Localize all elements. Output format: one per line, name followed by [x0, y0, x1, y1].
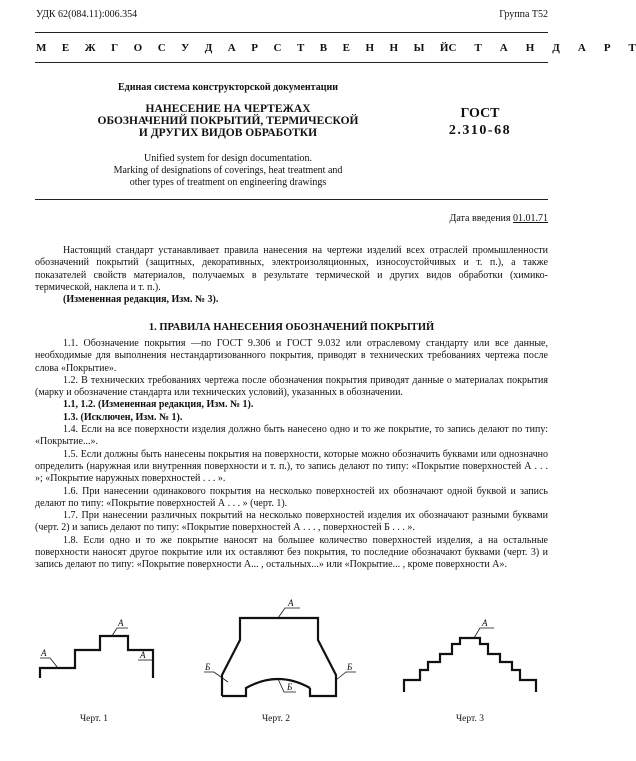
intro-paragraph: Настоящий стандарт устанавливает правила нанесения на чертежи изделий всех отраслей промышленности обозначений покрытий (защитных, декоративных, электроизоляционных, износоустойчивых и т. п.), а также показателей свойств материалов, получаемых в результате термической и других видов обработки (химико-термической, наклепа и т. п.). [35, 245, 548, 293]
drawing-1-leader-left [40, 658, 58, 668]
paragraph-1-6: 1.6. При нанесении одинакового покрытия на несколько поверхностей их обозначают одной буквой и запись делают по типу: «Покрытие поверхностей А . . . » (черт. 1). [35, 485, 548, 509]
banner-letter: У [181, 42, 190, 54]
drawing-3-label: А [482, 618, 488, 628]
banner-letter: А [499, 42, 508, 54]
banner-letter: Т [628, 42, 636, 54]
banner-letter: Н [389, 42, 399, 54]
figure-3-caption: Черт. 3 [456, 714, 484, 724]
title-rule [35, 199, 548, 200]
drawing-2-profile [222, 618, 336, 696]
intro-edition-note: (Измененная редакция, Изм. № 3). [63, 294, 219, 306]
paragraph-edition-note: 1.1, 1.2. (Измененная редакция, Изм. № 1). [63, 399, 254, 411]
drawing-1-label-left: А [41, 648, 47, 658]
english-title-line-3: other types of treatment on engineering drawings [129, 177, 327, 188]
banner-letter: Т [474, 42, 482, 54]
english-title-line-1: Unified system for design documentation. [143, 153, 313, 164]
banner-letter: Т [296, 42, 305, 54]
banner-letter: Р [603, 42, 611, 54]
drawing-2-leader-right [336, 672, 356, 680]
banner-letter: С [157, 42, 166, 54]
document-title [78, 103, 378, 139]
section-1-body [35, 338, 548, 572]
banner-letter: О [133, 42, 143, 54]
banner-right-word [448, 42, 635, 54]
drawing-2-arc [222, 679, 310, 696]
english-title [78, 153, 378, 189]
paragraph-1-1: 1.1. Обозначение покрытия —по ГОСТ 9.306 и ГОСТ 9.032 или отраслевому стандарту или все данные, необходимые для выполнения нестандартизованного покрытия, приводят в технических требованиях чертежа после слова «Покрытие». [35, 338, 548, 374]
drawing-2-label-b-right: Б [347, 662, 353, 672]
intro-date-label: Дата введения [449, 213, 511, 224]
paragraph-1-4: 1.4. Если на все поверхности изделия должно быть нанесено одно и то же покрытие, то запись делают по типу: «Покрытие...». [35, 424, 548, 448]
drawing-1-leader-mid [112, 628, 128, 636]
drawing-1-profile [40, 636, 153, 678]
figure-2-caption: Черт. 2 [262, 714, 290, 724]
intro-section [35, 245, 548, 306]
figure-1-caption: Черт. 1 [80, 714, 108, 724]
banner-rule [35, 62, 548, 63]
banner-letter: Н [365, 42, 375, 54]
banner-letter: Й [439, 42, 449, 54]
drawing-2-leader-left [204, 672, 228, 682]
banner-letter: М [36, 42, 47, 54]
udk-code: УДК 62(084.11):006.354 [36, 9, 138, 20]
banner-letter: Д [552, 42, 560, 54]
banner-letter: С [448, 42, 457, 54]
banner-letter: В [319, 42, 328, 54]
banner-letter: А [227, 42, 236, 54]
paragraph-1-2: 1.2. В технических требованиях чертежа после обозначения покрытия приводят данные о материалах покрытия (марку и обозначение стандарта или технических условий), указанных в обозначении. [35, 374, 548, 399]
drawing-2-label-b-bottom: Б [287, 682, 293, 692]
standard-banner [36, 42, 636, 54]
paragraph-1-3: 1.3. (Исключен, Изм. № 1). [63, 411, 183, 423]
paragraph-1-7: 1.7. При нанесении различных покрытий на несколько поверхностей изделия их обозначают разными буквами (черт. 2) и запись делают по типу: «Покрытие поверхностей А . . . , поверхностей Б . . . ». [35, 510, 548, 534]
drawing-1-label-right: А [140, 650, 146, 660]
banner-letter: Г [111, 42, 119, 54]
drawing-2-leader-top [278, 608, 300, 618]
system-name: Единая система конструкторской документации [118, 82, 338, 93]
title-line-3: И ДРУГИХ ВИДОВ ОБРАБОТКИ [138, 127, 318, 139]
banner-letter: С [273, 42, 282, 54]
drawing-1-label-top: А [118, 618, 124, 628]
section-1-title: 1. ПРАВИЛА НАНЕСЕНИЯ ОБОЗНАЧЕНИЙ ПОКРЫТИЙ [148, 322, 435, 333]
banner-letter: Р [251, 42, 258, 54]
drawing-2-label-b-left: Б [205, 662, 211, 672]
gost-number-block [430, 105, 530, 139]
banner-letter: А [577, 42, 586, 54]
intro-date [450, 213, 548, 224]
banner-letter: Н [525, 42, 535, 54]
banner-letter: Е [61, 42, 70, 54]
gost-label: ГОСТ [460, 106, 500, 121]
banner-letter: Е [342, 42, 350, 54]
title-line-2: ОБОЗНАЧЕНИЙ ПОКРЫТИЙ, ТЕРМИЧЕСКОЙ [97, 115, 359, 127]
group-code: Группа Т52 [499, 9, 548, 20]
intro-date-value: 01.01.71 [513, 213, 548, 224]
paragraph-1-8: 1.8. Если одно и то же покрытие наносят на большее количество поверхностей изделия, а на остальные поверхности наносят другое покрытие или их оставляют без покрытия, то последние обозначают буквами (черт. 3) и запись делают по типу: «Покрытие поверхности А... , остальных...» или «Покрытие... , кроме поверхности А». [35, 534, 548, 571]
drawing-3-leader [474, 628, 494, 638]
banner-left-word [36, 42, 448, 54]
banner-letter: Д [204, 42, 213, 54]
paragraph-1-5: 1.5. Если должны быть нанесены покрытия на поверхности, которые можно обозначить буквами или однозначно определить (наружная или внутренняя поверхности и т. п.), то запись делают по типу: «Покрытие поверхностей А . . . »; «Покрытие наружных поверхностей . . . ». [35, 448, 548, 485]
title-line-1: НАНЕСЕНИЕ НА ЧЕРТЕЖАХ [145, 103, 311, 115]
english-title-line-2: Marking of designations of coverings, heat treatment and [113, 165, 343, 176]
drawing-3-profile [404, 638, 536, 692]
drawings-area [0, 600, 578, 710]
banner-letter: Ж [84, 42, 96, 54]
drawing-2-label-a-top: А [288, 598, 294, 608]
banner-letter: Ы [413, 42, 425, 54]
top-rule [35, 32, 548, 33]
gost-number: 2.310-68 [448, 123, 512, 138]
